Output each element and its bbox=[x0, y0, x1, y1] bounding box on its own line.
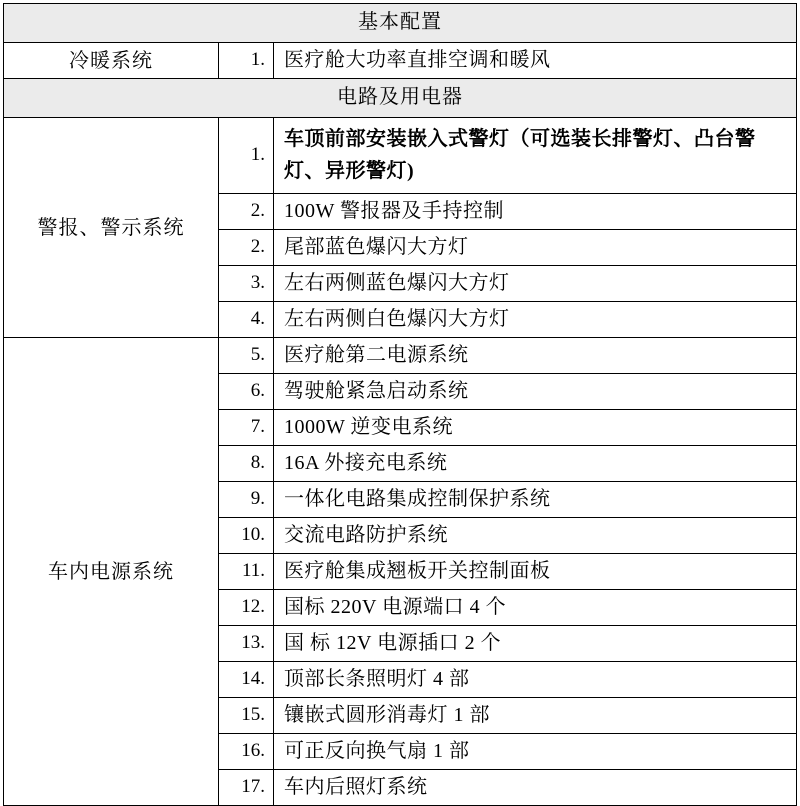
item-text: 左右两侧蓝色爆闪大方灯 bbox=[274, 266, 797, 302]
item-number: 2. bbox=[219, 230, 274, 266]
item-text: 交流电路防护系统 bbox=[274, 518, 797, 554]
item-text: 驾驶舱紧急启动系统 bbox=[274, 374, 797, 410]
item-number: 8. bbox=[219, 446, 274, 482]
section-header-row bbox=[4, 4, 797, 43]
item-number: 6. bbox=[219, 374, 274, 410]
item-number: 15. bbox=[219, 698, 274, 734]
item-text: 可正反向换气扇 1 部 bbox=[274, 734, 797, 770]
item-text: 尾部蓝色爆闪大方灯 bbox=[274, 230, 797, 266]
item-text: 左右两侧白色爆闪大方灯 bbox=[274, 302, 797, 338]
item-text: 医疗舱第二电源系统 bbox=[274, 338, 797, 374]
item-number: 14. bbox=[219, 662, 274, 698]
item-text: 镶嵌式圆形消毒灯 1 部 bbox=[274, 698, 797, 734]
category-cell-alarm: 警报、警示系统 bbox=[4, 118, 219, 338]
item-number: 13. bbox=[219, 626, 274, 662]
item-text: 国 标 12V 电源插口 2 个 bbox=[274, 626, 797, 662]
item-number: 17. bbox=[219, 770, 274, 806]
item-number: 7. bbox=[219, 410, 274, 446]
item-number: 12. bbox=[219, 590, 274, 626]
table-row bbox=[4, 338, 797, 374]
item-number: 2. bbox=[219, 194, 274, 230]
specification-table bbox=[3, 3, 797, 806]
item-text: 车顶前部安装嵌入式警灯（可选装长排警灯、凸台警灯、异形警灯) bbox=[274, 118, 797, 194]
section-title-basic: 基本配置 bbox=[4, 4, 797, 43]
item-text: 一体化电路集成控制保护系统 bbox=[274, 482, 797, 518]
item-text: 医疗舱大功率直排空调和暖风 bbox=[274, 43, 797, 79]
item-text: 16A 外接充电系统 bbox=[274, 446, 797, 482]
item-text: 顶部长条照明灯 4 部 bbox=[274, 662, 797, 698]
item-text: 1000W 逆变电系统 bbox=[274, 410, 797, 446]
item-number: 3. bbox=[219, 266, 274, 302]
item-number: 4. bbox=[219, 302, 274, 338]
item-number: 11. bbox=[219, 554, 274, 590]
section-title-electrical: 电路及用电器 bbox=[4, 79, 797, 118]
item-number: 5. bbox=[219, 338, 274, 374]
item-number: 16. bbox=[219, 734, 274, 770]
table-row bbox=[4, 43, 797, 79]
item-text: 100W 警报器及手持控制 bbox=[274, 194, 797, 230]
item-text: 医疗舱集成翘板开关控制面板 bbox=[274, 554, 797, 590]
category-cell-power: 车内电源系统 bbox=[4, 338, 219, 806]
category-cell: 冷暖系统 bbox=[4, 43, 219, 79]
item-number: 9. bbox=[219, 482, 274, 518]
item-text: 国标 220V 电源端口 4 个 bbox=[274, 590, 797, 626]
table-row bbox=[4, 118, 797, 194]
item-number: 1. bbox=[219, 118, 274, 194]
item-number: 10. bbox=[219, 518, 274, 554]
section-header-row bbox=[4, 79, 797, 118]
item-number: 1. bbox=[219, 43, 274, 79]
item-text: 车内后照灯系统 bbox=[274, 770, 797, 806]
